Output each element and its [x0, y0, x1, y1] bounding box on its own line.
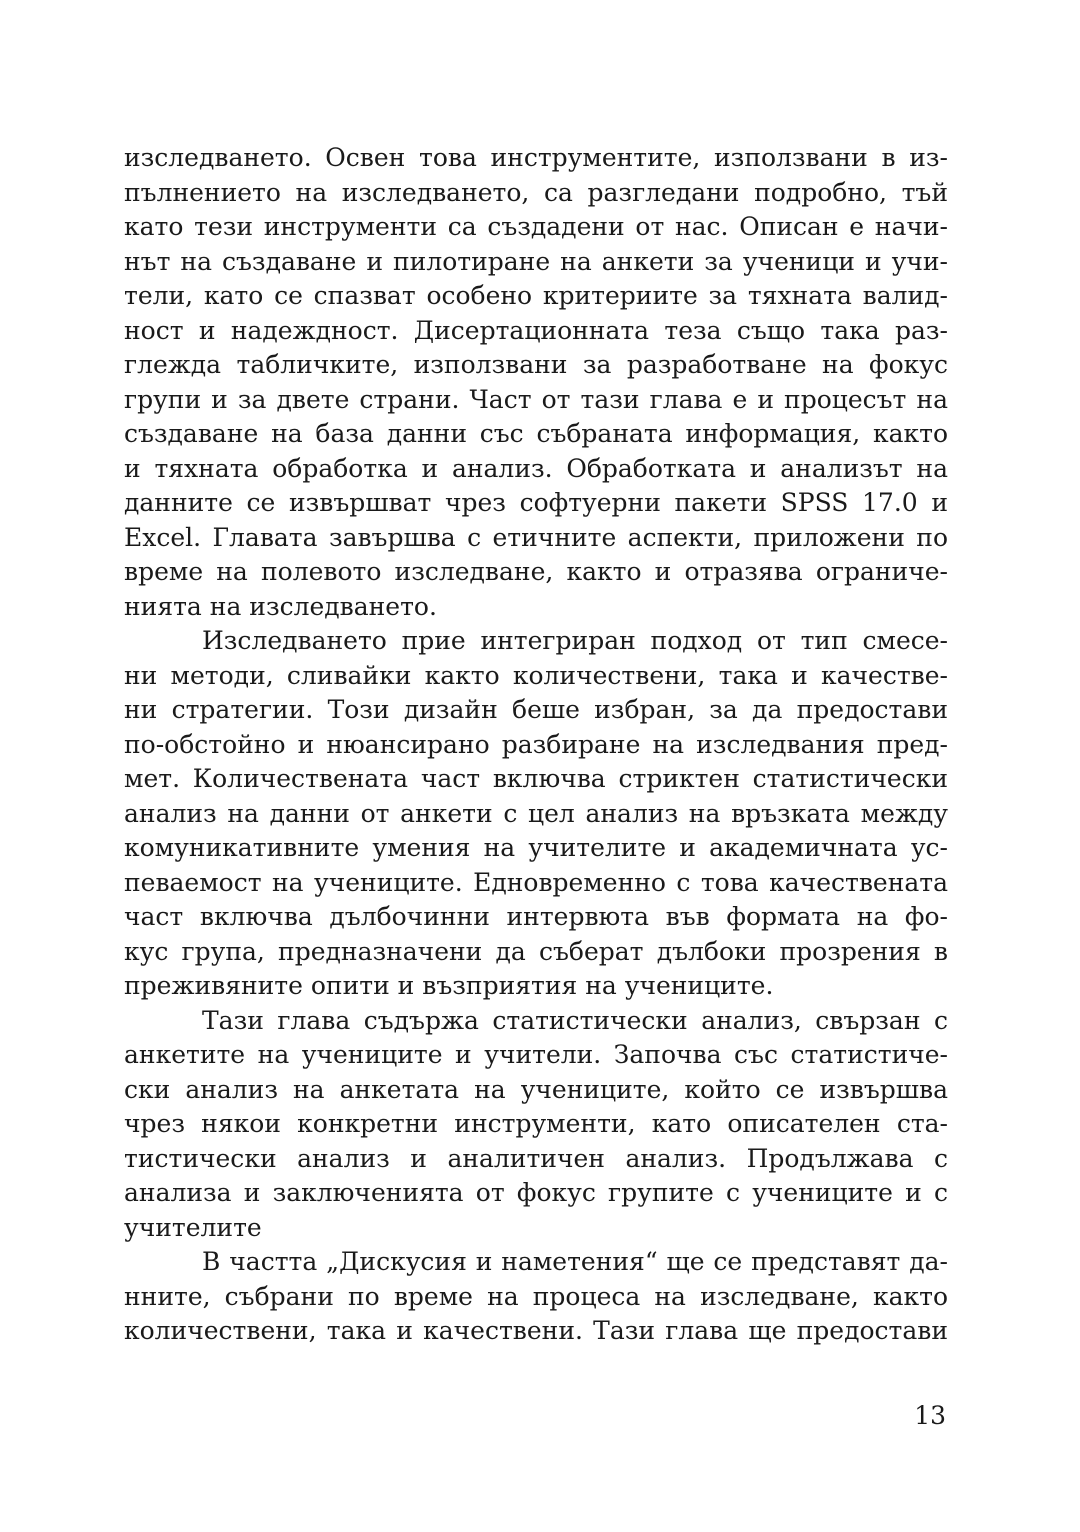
text-line: като тези инструменти са създадени от нас. Описан е начи- [124, 212, 948, 241]
text-line: анализ на данни от анкети с цел анализ на връзката между [124, 798, 948, 828]
text-line: групи и за двете страни. Част от тази глава е и процесът на [124, 384, 948, 414]
text-line: нията на изследването. [124, 591, 437, 621]
text-line: учителите [124, 1212, 262, 1242]
text-line: ност и надеждност. Дисертационната теза също така раз- [124, 315, 948, 345]
text-line: глежда табличките, използвани за разработване на фокус [124, 350, 948, 379]
text-line: данните се извършват чрез софтуерни пакети SPSS 17.0 и [124, 488, 948, 517]
text-line: чрез някои конкретни инструменти, като описателен ста- [124, 1109, 948, 1138]
text-line: тистически анализ и аналитичен анализ. Продължава с [124, 1143, 948, 1173]
text-line: кус група, предназначени да съберат дълбоки прозрения в [124, 936, 948, 966]
text-line: по-обстойно и нюансирано разбиране на изследвания пред- [124, 729, 948, 759]
paragraph [124, 141, 948, 624]
text-line: Excel. Главата завършва с етичните аспекти, приложени по [124, 522, 948, 552]
text-line: анкетите на учениците и учители. Започва със статистиче- [124, 1040, 948, 1069]
text-line: време на полевото изследване, както и отразява ограниче- [124, 557, 948, 586]
text-line: Изследването прие интегриран подход от тип смесе- [202, 626, 948, 655]
text-line: ни стратегии. Този дизайн беше избран, за да предостави [124, 695, 948, 724]
text-line: преживяните опити и възприятия на учениците. [124, 971, 774, 1000]
text-line: комуникативните умения на учителите и академичната ус- [124, 833, 948, 862]
text-line: мет. Количествената част включва стриктен статистически [124, 764, 948, 793]
text-line: изследването. Освен това инструментите, използвани в из- [124, 143, 948, 172]
paragraph [124, 624, 948, 1004]
text-line: певаемост на учениците. Едновременно с това качествената [124, 867, 948, 897]
page-number: 13 [914, 1401, 946, 1430]
text-line: анализа и заключенията от фокус групите с учениците и с [124, 1178, 948, 1207]
text-line: В частта „Дискусия и наметения“ ще се представят да- [202, 1247, 948, 1276]
text-line: тели, като се спазват особено критериите за тяхната валид- [124, 281, 948, 310]
text-line: Тази глава съдържа статистически анализ, свързан с [202, 1005, 948, 1035]
paragraph [124, 1245, 948, 1349]
text-line: част включва дълбочинни интервюта във формата на фо- [124, 902, 948, 931]
paragraph [124, 1004, 948, 1246]
body-text [124, 141, 948, 1349]
text-line: създаване на база данни със събраната информация, както [124, 419, 948, 448]
text-line: пълнението на изследването, са разгледани подробно, тъй [124, 177, 948, 207]
text-line: нните, събрани по време на процеса на изследване, както [124, 1281, 948, 1311]
text-line: ни методи, сливайки както количествени, така и качестве- [124, 660, 948, 690]
text-line: ски анализ на анкетата на учениците, който се извършва [124, 1074, 948, 1104]
text-line: и тяхната обработка и анализ. Обработката и анализът на [124, 453, 948, 483]
text-line: количествени, така и качествени. Тази глава ще предостави [124, 1316, 948, 1345]
text-line: нът на създаване и пилотиране на анкети за ученици и учи- [124, 246, 948, 276]
